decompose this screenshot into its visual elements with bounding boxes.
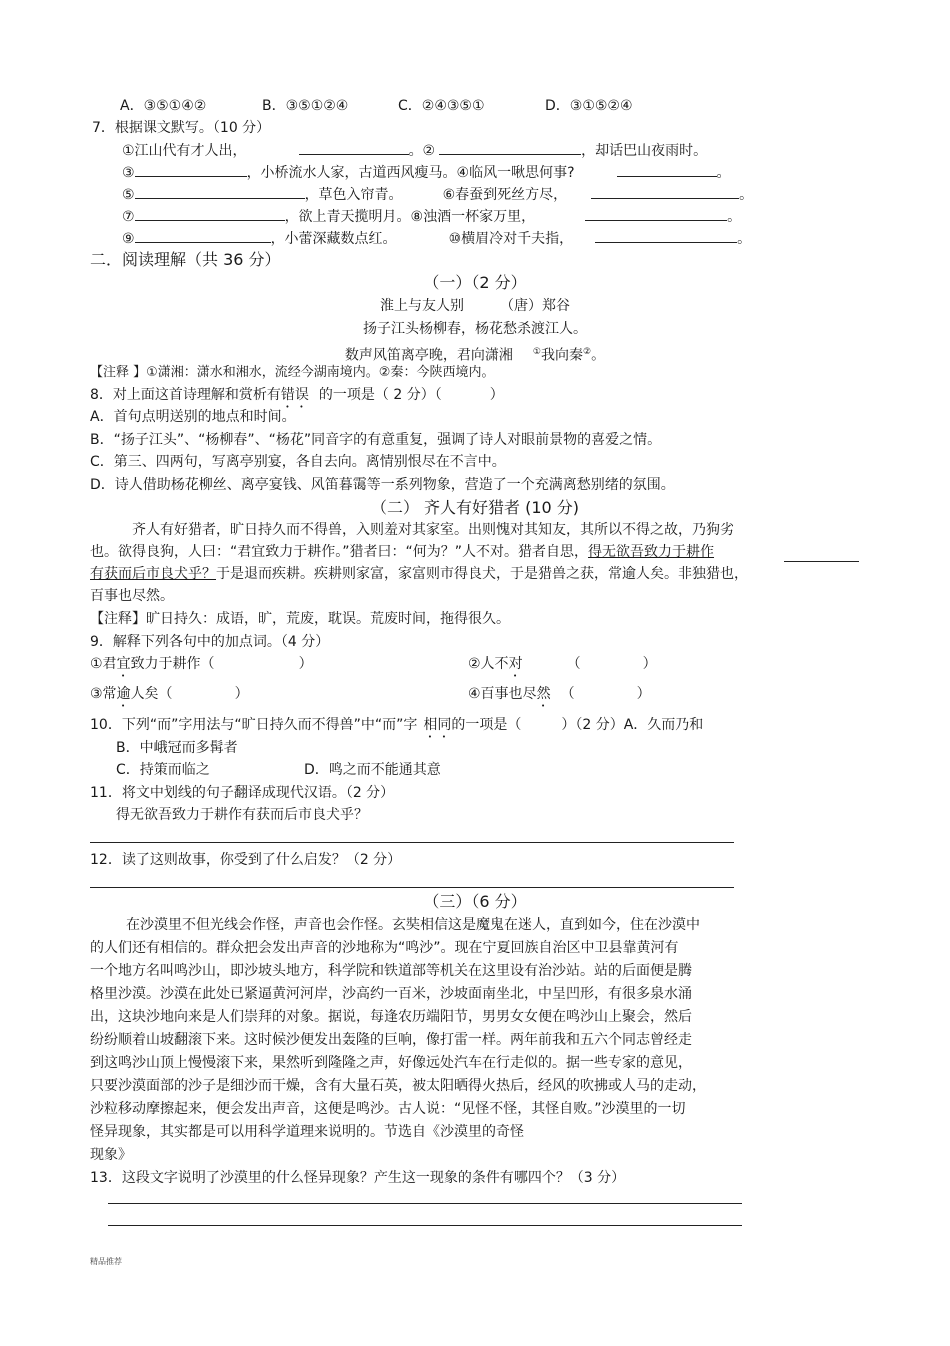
q7-blank-5[interactable]: [135, 184, 305, 199]
part2-heading: （二） 齐人有好猎者 (10 分): [370, 498, 580, 517]
q9-item-3: ③常逾人矣（ ）: [90, 686, 249, 702]
q7-line-4: ⑦ ，欲上青天揽明月。⑧浊酒一杯家万里， 。: [122, 206, 741, 227]
underlined-sentence-1: 得无欲吾致力于耕作: [588, 544, 715, 560]
q11-sentence: 得无欲吾致力于耕作有获而后市良犬乎？: [116, 807, 368, 823]
q7-blank-10[interactable]: [595, 228, 737, 243]
part3-line-10: 怪异现象，其实都是可以用科学道理来说明的。节选自《沙漠里的奇怪: [90, 1124, 524, 1140]
q8-option-d: D．诗人借助杨花柳丝、离亭宴钱、风笛暮霭等一系列物象，营造了一个充满离愁别绪的氛围。: [90, 477, 675, 493]
q7-line-3: ⑤ ，草色入帘青。 ⑥春蚕到死丝方尽， 。: [122, 184, 753, 205]
part1-note: 【注释 】①潇湘：潇水和湘水，流经今湖南境内。②秦：今陕西境内。: [90, 365, 495, 380]
q10-option-d: D．鸣之而不能通其意: [304, 762, 441, 778]
q9-title: 9．解释下列各句中的加点词。（4 分）: [90, 634, 330, 650]
underlined-sentence-2: 有获而后市良犬乎？: [90, 566, 216, 582]
q12-title: 12．读了这则故事，你受到了什么启发？（2 分）: [90, 852, 402, 868]
part2-para-line-1: 齐人有好猎者，旷日持久而不得兽，入则羞对其家室。出则愧对其知友，其所以不得之故，乃狗劣: [132, 522, 734, 538]
q6-option-d: D．③①⑤②④: [545, 98, 633, 114]
part3-line-8: 只要沙漠面部的沙子是细沙而干燥，含有大量石英，被太阳晒得火热后，经风的吹拂或人马的走动，: [90, 1078, 706, 1094]
q13-answer-line-1[interactable]: [108, 1203, 742, 1204]
q6-option-a: A．③⑤①④②: [120, 98, 207, 114]
q7-title: 7．根据课文默写。（10 分）: [92, 120, 271, 136]
part3-line-1: 在沙漠里不但光线会作怪，声音也会作怪。玄奘相信这是魔鬼在迷人，直到如今，住在沙漠中: [126, 917, 700, 933]
poem-line-1: 扬子江头杨柳春，杨花愁杀渡江人。: [363, 321, 587, 337]
part3-line-6: 纷纷顺着山坡翻滚下来。这时候沙便发出轰隆的巨响，像打雷一样。两年前我和五六个同志曾经走: [90, 1032, 692, 1048]
q12-answer-line[interactable]: [90, 887, 734, 888]
poem-title-line: 淮上与友人别 （唐）郑谷: [380, 298, 570, 314]
q10-stem: 10．下列“而”字用法与“旷日持久而不得兽”中“而”字 相同的一项是（ ）（2 分）A．久而乃和: [90, 717, 704, 733]
part3-heading: （三）（6 分）: [423, 892, 527, 911]
section-2-title: 二．阅读理解（共 36 分）: [90, 250, 281, 269]
q11-answer-line[interactable]: [90, 842, 734, 843]
part1-heading: （一）（2 分）: [423, 273, 527, 292]
part3-line-11: 现象》: [90, 1147, 132, 1163]
q7-blank-7[interactable]: [135, 206, 285, 221]
q9-item-1: ①君宜致力于耕作（ ）: [90, 656, 313, 672]
q13-title: 13．这段文字说明了沙漠里的什么怪异现象？产生这一现象的条件有哪四个？（3 分）: [90, 1170, 626, 1186]
q7-blank-6[interactable]: [591, 184, 739, 199]
part2-note: 【注释】旷日持久：成语，旷，荒废，耽误。荒废时间，拖得很久。: [90, 611, 510, 627]
q8-option-a: A．首句点明送别的地点和时间。: [90, 409, 296, 425]
q7-line-2: ③ ，小桥流水人家，古道西风瘦马。④临风一啾思何事? 。: [122, 162, 731, 183]
q9-item-4: ④百事也尽然 （ ）: [468, 686, 651, 702]
q6-option-b: B．③⑤①②④: [262, 98, 349, 114]
q7-line-1: ①江山代有才人出， 。② ，却话巴山夜雨时。: [122, 140, 707, 161]
q7-line-5: ⑨ ，小蕾深藏数点红。 ⑩横眉冷对千夫指， 。: [122, 228, 751, 249]
part2-para-line-4: 百事也尽然。: [90, 588, 174, 604]
poem-line-2: 数声风笛离亭晚，君向潇湘 ①我向秦②。: [344, 347, 606, 364]
q11-title: 11．将文中划线的句子翻译成现代汉语。（2 分）: [90, 785, 395, 801]
q8-stem: 8．对上面这首诗理解和赏析有错误 的一项是（ 2 分）（ ）: [90, 387, 504, 403]
q7-blank-3[interactable]: [135, 162, 247, 177]
q6-option-c: C．②④③⑤①: [398, 98, 485, 114]
q7-blank-9[interactable]: [135, 228, 271, 243]
q7-blank-8[interactable]: [585, 206, 727, 221]
part3-line-2: 的人们还有相信的。群众把会发出声音的沙地称为“鸣沙”。现在宁夏回族自治区中卫县靠黄河有: [90, 940, 679, 956]
q13-answer-line-2[interactable]: [108, 1225, 742, 1226]
q8-option-c: C．第三、四两句，写离亭别宴，各自去向。离情别恨尽在不言中。: [90, 454, 506, 470]
footer-text: 精品推荐: [90, 1257, 122, 1266]
part3-line-7: 到这鸣沙山顶上慢慢滚下来，果然听到隆隆之声，好像远处汽车在行走似的。据一些专家的意见，: [90, 1055, 692, 1071]
part2-para-line-2: 也。欲得良狗，人曰：“君宜致力于耕作。”猎者曰：“何为？”人不对。猎者自思，得无欲吾致力于耕作: [90, 544, 715, 560]
q9-item-2: ②人不对 （ ）: [468, 656, 657, 672]
part3-line-9: 沙粒移动摩擦起来，便会发出声音，这便是鸣沙。古人说：“见怪不怪，其怪自败。”沙漠里的一切: [90, 1101, 686, 1117]
part3-line-5: 出，这块沙地向来是人们崇拜的对象。据说，每逢农历端阳节，男男女女便在鸣沙山上聚会，然后: [90, 1009, 692, 1025]
q8-option-b: B．“扬子江头”、“杨柳春”、“杨花”同音字的有意重复，强调了诗人对眼前景物的喜爱之情。: [90, 432, 662, 448]
q7-blank-1[interactable]: [299, 140, 409, 155]
q10-option-b: B．中峨冠而多髯者: [116, 740, 238, 756]
part3-line-4: 格里沙漠。沙漠在此处已紧逼黄河河岸，沙高约一百米，沙坡面南坐北，中呈凹形，有很多泉水涌: [90, 986, 692, 1002]
q7-blank-4[interactable]: [617, 162, 717, 177]
q7-blank-2[interactable]: [439, 140, 581, 155]
part3-line-3: 一个地方名叫鸣沙山，即沙坡头地方，科学院和铁道部等机关在这里设有治沙站。站的后面便是腾: [90, 963, 692, 979]
part2-para-line-3: 有获而后市良犬乎？于是退而疾耕。疾耕则家富，家富则市得良犬，于是猎兽之获，常逾人矣。非独猎也，: [90, 566, 748, 582]
q10-option-c: C．持策而临之: [116, 762, 210, 778]
